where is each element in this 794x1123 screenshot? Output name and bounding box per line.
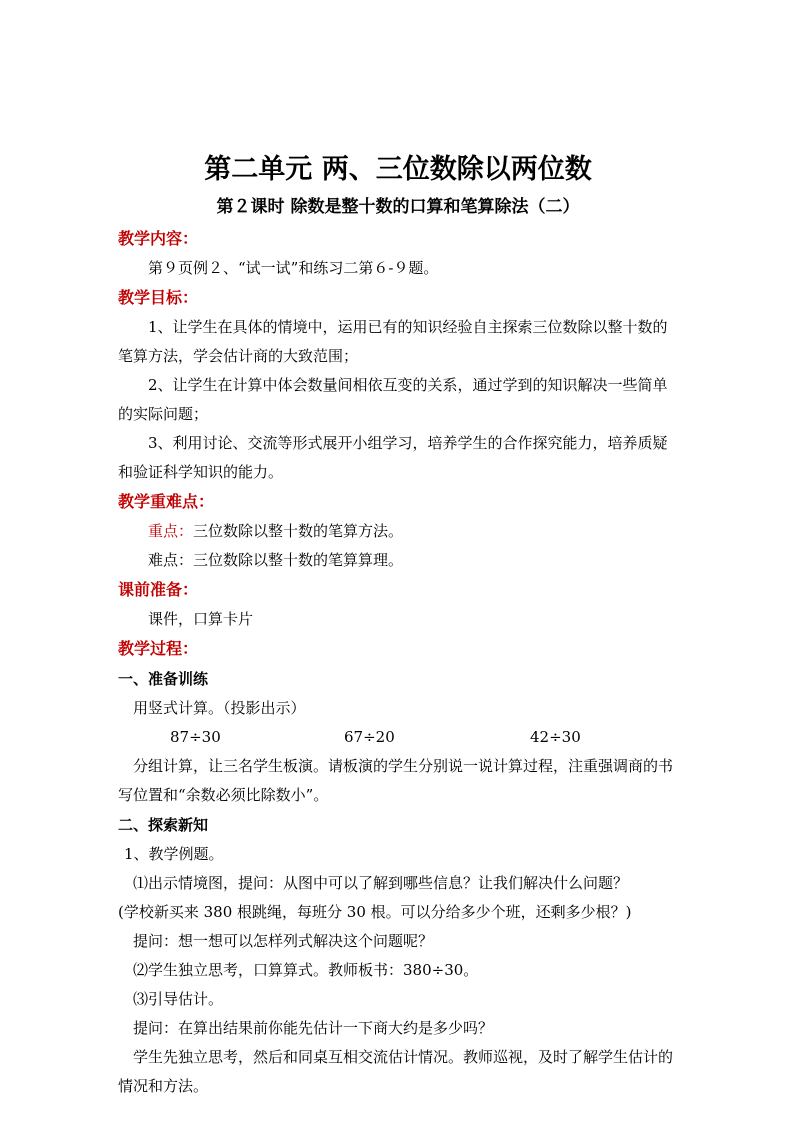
key-point — [118, 517, 678, 546]
prep-text: 课件，口算卡片 — [148, 610, 254, 628]
calc-item: 67÷20 — [344, 728, 395, 746]
difficult-point-text: 三位数除以整十数的笔算算理。 — [193, 551, 404, 569]
part1-text: 分组计算，让三名学生板演。请板演的学生分别说一说计算过程，注重强调商的书写位置和“余数必须比除数小”。 — [118, 757, 674, 804]
content-heading: 教学内容： — [118, 229, 199, 248]
key-point-label: 重点： — [148, 522, 194, 540]
prep-heading: 课前准备： — [118, 580, 199, 599]
calc-item: 87÷30 — [170, 728, 221, 746]
calc-row — [118, 723, 678, 752]
key-point-text: 三位数除以整十数的笔算方法。 — [193, 522, 404, 540]
part2-ask1: 提问：想一想可以怎样列式解决这个问题呢？ — [133, 932, 434, 950]
part1-intro: 用竖式计算。（投影出示） — [133, 699, 306, 717]
difficult-point — [118, 546, 678, 575]
part2-ask2: 提问：在算出结果前你能先估计一下商大约是多少吗？ — [133, 1019, 494, 1037]
part1-title: 一、准备训练 — [118, 670, 209, 688]
part2-step1b: (学校新买来 380 根跳绳，每班分 30 根。可以分给多少个班，还剩多少根？) — [118, 903, 632, 921]
content-text: 第９页例２、“试一试”和练习二第６-９题。 — [148, 259, 439, 277]
lesson-subtitle: 第２课时 除数是整十数的口算和笔算除法（二） — [216, 197, 580, 217]
difficult-point-label: 难点： — [148, 551, 194, 569]
goal-item: 3、利用讨论、交流等形式展开小组学习，培养学生的合作探究能力，培养质疑和验证科学知识的能力。 — [118, 434, 668, 481]
process-heading: 教学过程： — [118, 639, 199, 658]
part2-title: 二、探索新知 — [118, 816, 209, 834]
part2-step3: ⑶引导估计。 — [133, 990, 224, 1008]
part2-step1: ⑴出示情境图，提问：从图中可以了解到哪些信息？让我们解决什么问题？ — [133, 874, 629, 892]
goal-item: 1、让学生在具体的情境中，运用已有的知识经验自主探索三位数除以整十数的笔算方法，学会估计商的大致范围； — [118, 318, 668, 365]
goal-item: 2、让学生在计算中体会数量间相依互变的关系，通过学到的知识解决一些简单的实际问题； — [118, 376, 668, 423]
key-points-heading: 教学重难点： — [118, 492, 215, 511]
calc-item: 42÷30 — [530, 728, 581, 746]
part2-text: 学生先独立思考，然后和同桌互相交流估计情况。教师巡视，及时了解学生估计的情况和方法。 — [118, 1048, 674, 1095]
document-page — [118, 150, 678, 1101]
part2-item1: 1、教学例题。 — [124, 845, 224, 863]
goals-heading: 教学目标： — [118, 288, 199, 307]
unit-title: 第二单元 两、三位数除以两位数 — [204, 154, 592, 185]
part2-step2: ⑵学生独立思考，口算算式。教师板书：380÷30。 — [133, 961, 479, 979]
